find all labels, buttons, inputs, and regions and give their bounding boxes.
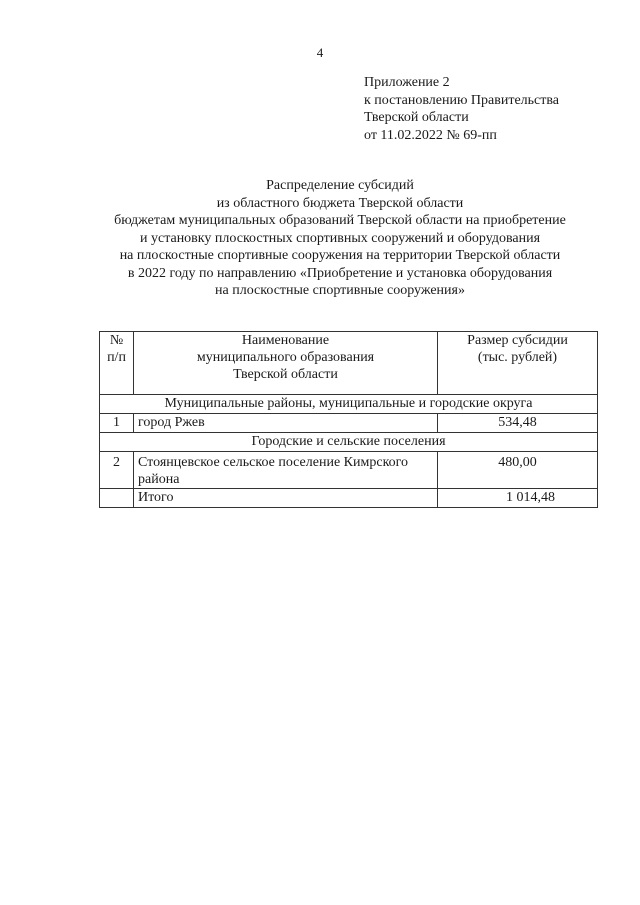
section-heading: Муниципальные районы, муниципальные и городские округа — [100, 395, 598, 414]
total-number-cell — [100, 489, 134, 508]
annex-reference — [364, 74, 624, 144]
annex-line: Приложение 2 — [364, 75, 450, 90]
annex-line: к постановлению Правительства — [364, 92, 560, 108]
annex-line: Тверской области — [364, 110, 469, 125]
title-line: Распределение субсидий — [266, 178, 414, 193]
section-row — [100, 395, 598, 414]
title-line: на плоскостные спортивные сооружения» — [215, 283, 465, 298]
table-row — [100, 414, 598, 433]
row-number: 2 — [100, 452, 134, 489]
document-title — [70, 177, 610, 300]
row-amount: 480,00 — [438, 452, 598, 489]
header-amount-line: Размер субсидии — [467, 333, 568, 348]
page-number: 4 — [316, 45, 324, 60]
row-name — [134, 452, 438, 489]
header-name-line: Наименование — [241, 333, 330, 348]
header-number — [100, 332, 134, 395]
title-line: на плоскостные спортивные сооружения на территории Тверской области — [119, 248, 561, 263]
row-amount: 534,48 — [438, 414, 598, 433]
row-number: 1 — [100, 414, 134, 433]
header-amount — [438, 332, 598, 395]
row-name: город Ржев — [134, 414, 438, 433]
table-header-row — [100, 332, 598, 395]
subsidy-table — [99, 331, 598, 508]
header-name-line: муниципального образования — [196, 350, 375, 365]
total-amount: 1 014,48 — [438, 489, 598, 508]
title-line: бюджетам муниципальных образований Тверской области на приобретение — [114, 213, 566, 228]
section-heading: Городские и сельские поселения — [100, 433, 598, 452]
annex-line: от 11.02.2022 № 69-пп — [364, 127, 497, 143]
title-line: в 2022 году по направлению «Приобретение и установка оборудования — [127, 265, 553, 281]
title-line: из областного бюджета Тверской области — [216, 195, 464, 211]
table-row — [100, 452, 598, 489]
header-name — [134, 332, 438, 395]
row-name-line: Стоянцевское сельское поселение Кимрского — [138, 455, 409, 470]
header-number-line: п/п — [107, 350, 126, 365]
total-label: Итого — [134, 489, 438, 508]
header-name-line: Тверской области — [233, 367, 338, 382]
total-row — [100, 489, 598, 508]
section-row — [100, 433, 598, 452]
row-name-line: района — [138, 472, 180, 487]
header-number-line: № — [109, 333, 124, 348]
title-line: и установку плоскостных спортивных сооружений и оборудования — [139, 230, 541, 246]
header-amount-line: (тыс. рублей) — [477, 350, 558, 365]
